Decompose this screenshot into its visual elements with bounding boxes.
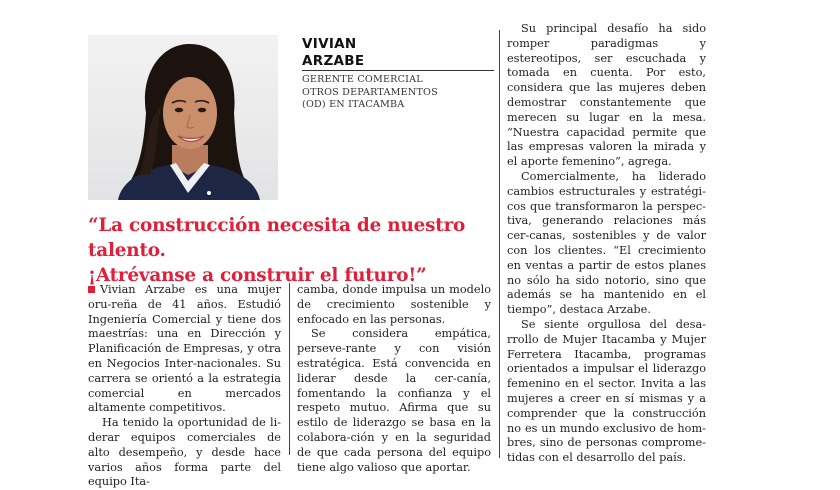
eye-right: [198, 108, 206, 113]
eye-left: [175, 108, 183, 113]
person-role-line1: GERENTE COMERCIAL: [302, 74, 423, 85]
article-column-3: [507, 22, 706, 466]
article-paragraph: Se siente orgullosa del desa-rrollo de Mujer Itacamba y Mujer Ferretera Itacamba, programas orientados a impulsar el liderazgo femenino en el sector. Invita a las mujeres a creer en sí mismas y a comprender que la construcción no es un mundo exclusivo de hom-bres, sino de personas comprome-tidas con el desarrollo del país.: [507, 317, 706, 465]
article-paragraph: Comercialmente, ha liderado cambios estructurales y estratégi-cos que transformaron la perspec-tiva, generando relaciones más cer-canas, sostenibles y de valor con los clientes. “El crecimiento en ventas a partir de estos planes no sólo ha sido notorio, sino que además se ha mantenido en el tiempo”, destaca Arzabe.: [507, 169, 706, 317]
person-role-line2: OTROS DEPARTAMENTOS: [302, 86, 438, 98]
shirt-button: [207, 191, 211, 195]
person-role: [302, 74, 497, 112]
column-divider-1: [289, 283, 290, 455]
person-name-line2: ARZABE: [302, 53, 365, 69]
name-divider: [302, 70, 494, 71]
person-role-line3: (OD) EN ITACAMBA: [302, 99, 405, 110]
portrait-photo: [88, 35, 278, 200]
person-name-line1: VIVIAN: [302, 36, 357, 52]
article-paragraph: Su principal desafío ha sido romper paradigmas y estereotipos, ser escuchada y tomada en cuenta. Por esto, considera que las mujeres deben demostrar constantemente que merecen su lugar en la mesa. “Nuestra capacidad permite que las empresas valoren la mirada y el aporte femenino”, agrega.: [507, 22, 706, 169]
article-paragraph: Ha tenido la oportunidad de li-derar equipos comerciales de alto desempeño, y desde hace varios años forma parte del equipo Ita-: [88, 416, 281, 489]
portrait-illustration: [88, 35, 278, 200]
article-paragraph: Se considera empática, perseve-rante y con visión estratégica. Está convencida en liderar desde la cer-canía, fomentando la confianza y el respeto mutuo. Afirma que su estilo de liderazgo se basa en la colabora-ción y en la seguridad de que cada persona del equipo tiene algo valioso que aportar.: [297, 327, 491, 474]
pull-quote-line2: ¡Atrévanse a construir el futuro!”: [88, 265, 427, 286]
person-name: [302, 36, 497, 70]
article-paragraph: camba, donde impulsa un modelo de crecimiento sostenible y enfocado en las personas.: [297, 283, 491, 326]
column-divider-2: [499, 30, 500, 458]
pull-quote: [88, 213, 498, 288]
pull-quote-line1: “La construcción necesita de nuestro talento.: [88, 215, 466, 261]
article-column-1: [88, 283, 281, 490]
section-marker-icon: [88, 286, 95, 293]
article-column-2: [297, 283, 491, 475]
article-paragraph: [88, 283, 281, 416]
article-paragraph-text: Vivian Arzabe es una mujer oru-reña de 41 años. Estudió Ingeniería Comercial y tiene dos maestrías: una en Dirección y Planificación de Empresas, y otra en Negocios Inter-nacionales. Su carrera se orientó a la estrategia comercial en mercados altamente competitivos.: [88, 283, 281, 415]
